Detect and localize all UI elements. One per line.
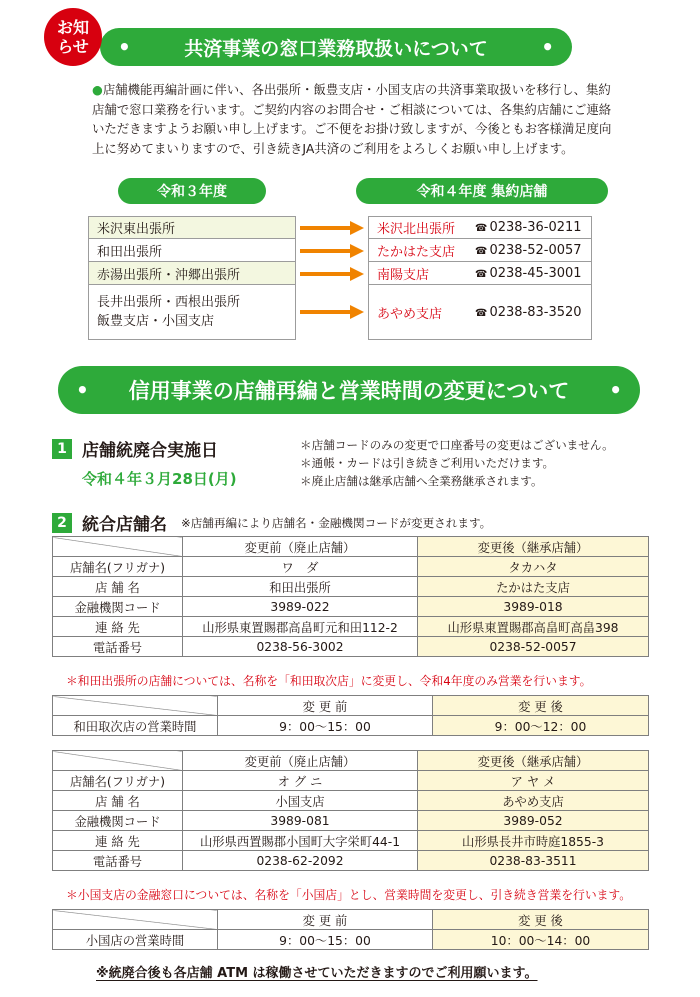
note-line: ＊通帳・カードは引き続きご利用いただけます。 <box>300 456 555 470</box>
table-header-row <box>53 696 649 716</box>
atm-footer-note: ※統廃合後も各店舗 ATM は稼働させていただきますのでご利用願います。 <box>96 966 538 981</box>
row-label: 店舗名(フリガナ) <box>53 557 183 577</box>
old-branch: 長井出張所・西根出張所 <box>97 295 241 310</box>
item-number-badge: 1 <box>52 439 72 459</box>
item-number-badge: 2 <box>52 513 72 533</box>
table-header-row <box>53 751 649 771</box>
wada-hours-table <box>52 695 649 736</box>
after-cell: 山形県東置賜郡高畠町高畠398 <box>418 617 649 637</box>
row-label: 金融機関コード <box>53 597 183 617</box>
row-label: 電話番号 <box>53 851 183 871</box>
item2-title: 統合店舗名 <box>82 515 167 535</box>
section-b-title: 信用事業の店舗再編と営業時間の変更について <box>128 379 570 403</box>
diagonal-cell <box>53 696 218 716</box>
before-cell: ワ ダ <box>183 557 418 577</box>
col-after-header: 変更後（継承店舗） <box>418 751 649 771</box>
new-branches-box <box>368 216 592 340</box>
row-label: 連 絡 先 <box>53 831 183 851</box>
after-cell: たかはた支店 <box>418 577 649 597</box>
oguni-note: ＊小国支店の金融窓口については、名称を「小国店」とし、営業時間を変更し、引き続き営業を行います。 <box>66 888 632 902</box>
col-before-header: 変 更 前 <box>218 696 433 716</box>
arrow-right-icon <box>300 244 364 258</box>
after-cell: 9：00〜12：00 <box>433 716 649 736</box>
diagonal-cell <box>53 537 183 557</box>
year-new-label: 令和４年度 集約店舗 <box>356 178 608 204</box>
table-row <box>53 716 649 736</box>
after-cell: 3989-018 <box>418 597 649 617</box>
row-label: 店 舗 名 <box>53 577 183 597</box>
table-row <box>53 597 649 617</box>
table-row <box>53 637 649 657</box>
phone-icon: ☎ <box>475 245 488 257</box>
before-cell: 9：00〜15：00 <box>218 716 433 736</box>
new-branch-row <box>369 239 591 262</box>
before-cell: オ グ ニ <box>183 771 418 791</box>
wada-note: ＊和田出張所の店舗については、名称を「和田取次店」に変更し、令和4年度のみ営業を行います。 <box>66 674 592 688</box>
table-row <box>53 557 649 577</box>
after-cell: ア ヤ メ <box>418 771 649 791</box>
phone-icon: ☎ <box>475 223 488 234</box>
new-branch-tel: 0238-45-3001 <box>489 265 582 281</box>
banner-dot-right: • <box>609 378 622 402</box>
table-row <box>53 831 649 851</box>
notice-badge <box>44 8 102 66</box>
table-row <box>53 930 649 950</box>
table-row <box>53 791 649 811</box>
before-cell: 9：00〜15：00 <box>218 930 433 950</box>
year-old-label: 令和３年度 <box>118 178 266 204</box>
section-a-banner <box>100 28 572 66</box>
new-branch-tel: 0238-36-0211 <box>489 220 582 235</box>
new-branch-name: 米沢北出張所 <box>377 222 456 237</box>
row-label: 連 絡 先 <box>53 617 183 637</box>
old-branch: 赤湯出張所・沖郷出張所 <box>89 262 295 285</box>
after-cell: 0238-83-3511 <box>418 851 649 871</box>
section-a-title: 共済事業の窓口業務取扱いについて <box>184 37 488 60</box>
col-after-header: 変 更 後 <box>433 696 649 716</box>
before-cell: 山形県東置賜郡高畠町元和田112-2 <box>183 617 418 637</box>
new-branch-row <box>369 285 591 339</box>
badge-line2: らせ <box>57 37 89 56</box>
section-b-banner <box>58 366 640 414</box>
banner-dot-right: • <box>541 35 554 59</box>
item2-heading <box>52 510 491 535</box>
new-branch-name: あやめ支店 <box>377 306 443 322</box>
row-label: 和田取次店の営業時間 <box>53 716 218 736</box>
after-cell: あやめ支店 <box>418 791 649 811</box>
table-header-row <box>53 910 649 930</box>
after-cell: 山形県長井市時庭1855-3 <box>418 831 649 851</box>
col-after-header: 変更後（継承店舗） <box>418 537 649 557</box>
note-line: ＊廃止店舗は継承店舗へ全業務継承されます。 <box>300 474 543 488</box>
row-label: 電話番号 <box>53 637 183 657</box>
old-branch-group <box>89 285 295 339</box>
new-branch-tel: 0238-83-3520 <box>489 304 582 320</box>
arrow-right-icon <box>300 221 364 235</box>
oguni-merge-table <box>52 750 649 871</box>
before-cell: 3989-081 <box>183 811 418 831</box>
wada-merge-table <box>52 536 649 657</box>
item2-note: ※店舗再編により店舗名・金融機関コードが変更されます。 <box>181 515 492 530</box>
after-cell: 10：00〜14：00 <box>433 930 649 950</box>
intro-body: 店舗機能再編計画に伴い、各出張所・飯豊支店・小国支店の共済事業取扱いを移行し、集約店舗で窓口業務を行います。ご契約内容のお問合せ・ご相談については、各集約店舗にご連絡いただきますようお願い申し上げます。ご不便をお掛け致しますが、今後ともお客様満足度向上に努めてまいりますので、引き続きJA共済のご利用をよろしくお願い申し上げます。 <box>92 82 612 156</box>
oguni-hours-table <box>52 909 649 950</box>
intro-text <box>92 80 622 158</box>
closure-date: 令和４年３月28日(月) <box>82 470 237 488</box>
table-row <box>53 851 649 871</box>
new-branch-row <box>369 262 591 285</box>
old-branches-box <box>88 216 296 340</box>
after-cell: 0238-52-0057 <box>418 637 649 657</box>
new-branch-name: たかはた支店 <box>377 244 456 260</box>
col-before-header: 変更前（廃止店舗） <box>183 751 418 771</box>
new-branch-row <box>369 217 591 239</box>
after-cell: タカハタ <box>418 557 649 577</box>
table-row <box>53 617 649 637</box>
banner-dot-left: • <box>76 378 89 402</box>
banner-dot-left: • <box>118 35 131 59</box>
after-cell: 3989-052 <box>418 811 649 831</box>
row-label: 店舗名(フリガナ) <box>53 771 183 791</box>
table-row <box>53 771 649 791</box>
arrow-right-icon <box>300 267 364 281</box>
closure-notes <box>300 436 614 490</box>
table-row <box>53 577 649 597</box>
before-cell: 山形県西置賜郡小国町大字栄町44-1 <box>183 831 418 851</box>
phone-icon: ☎ <box>475 268 488 280</box>
old-branch: 和田出張所 <box>89 239 295 262</box>
new-branch-tel: 0238-52-0057 <box>489 242 582 258</box>
note-line: ＊店舗コードのみの変更で口座番号の変更はございません。 <box>300 438 614 452</box>
row-label: 店 舗 名 <box>53 791 183 811</box>
col-before-header: 変 更 前 <box>218 910 433 930</box>
before-cell: 和田出張所 <box>183 577 418 597</box>
table-header-row <box>53 537 649 557</box>
row-label: 小国店の営業時間 <box>53 930 218 950</box>
row-label: 金融機関コード <box>53 811 183 831</box>
item1-title: 店舗統廃合実施日 <box>82 441 218 461</box>
col-before-header: 変更前（廃止店舗） <box>183 537 418 557</box>
before-cell: 小国支店 <box>183 791 418 811</box>
before-cell: 0238-62-2092 <box>183 851 418 871</box>
phone-icon: ☎ <box>475 307 488 319</box>
new-branch-name: 南陽支店 <box>377 267 430 283</box>
badge-line1: お知 <box>56 18 89 37</box>
col-after-header: 変 更 後 <box>433 910 649 930</box>
arrow-right-icon <box>300 305 364 319</box>
old-branch: 米沢東出張所 <box>89 217 295 239</box>
old-branch: 飯豊支店・小国支店 <box>97 314 215 329</box>
diagonal-cell <box>53 910 218 930</box>
bullet-icon: ● <box>92 82 103 97</box>
diagonal-cell <box>53 751 183 771</box>
before-cell: 3989-022 <box>183 597 418 617</box>
table-row <box>53 811 649 831</box>
item1-heading <box>52 436 218 461</box>
before-cell: 0238-56-3002 <box>183 637 418 657</box>
